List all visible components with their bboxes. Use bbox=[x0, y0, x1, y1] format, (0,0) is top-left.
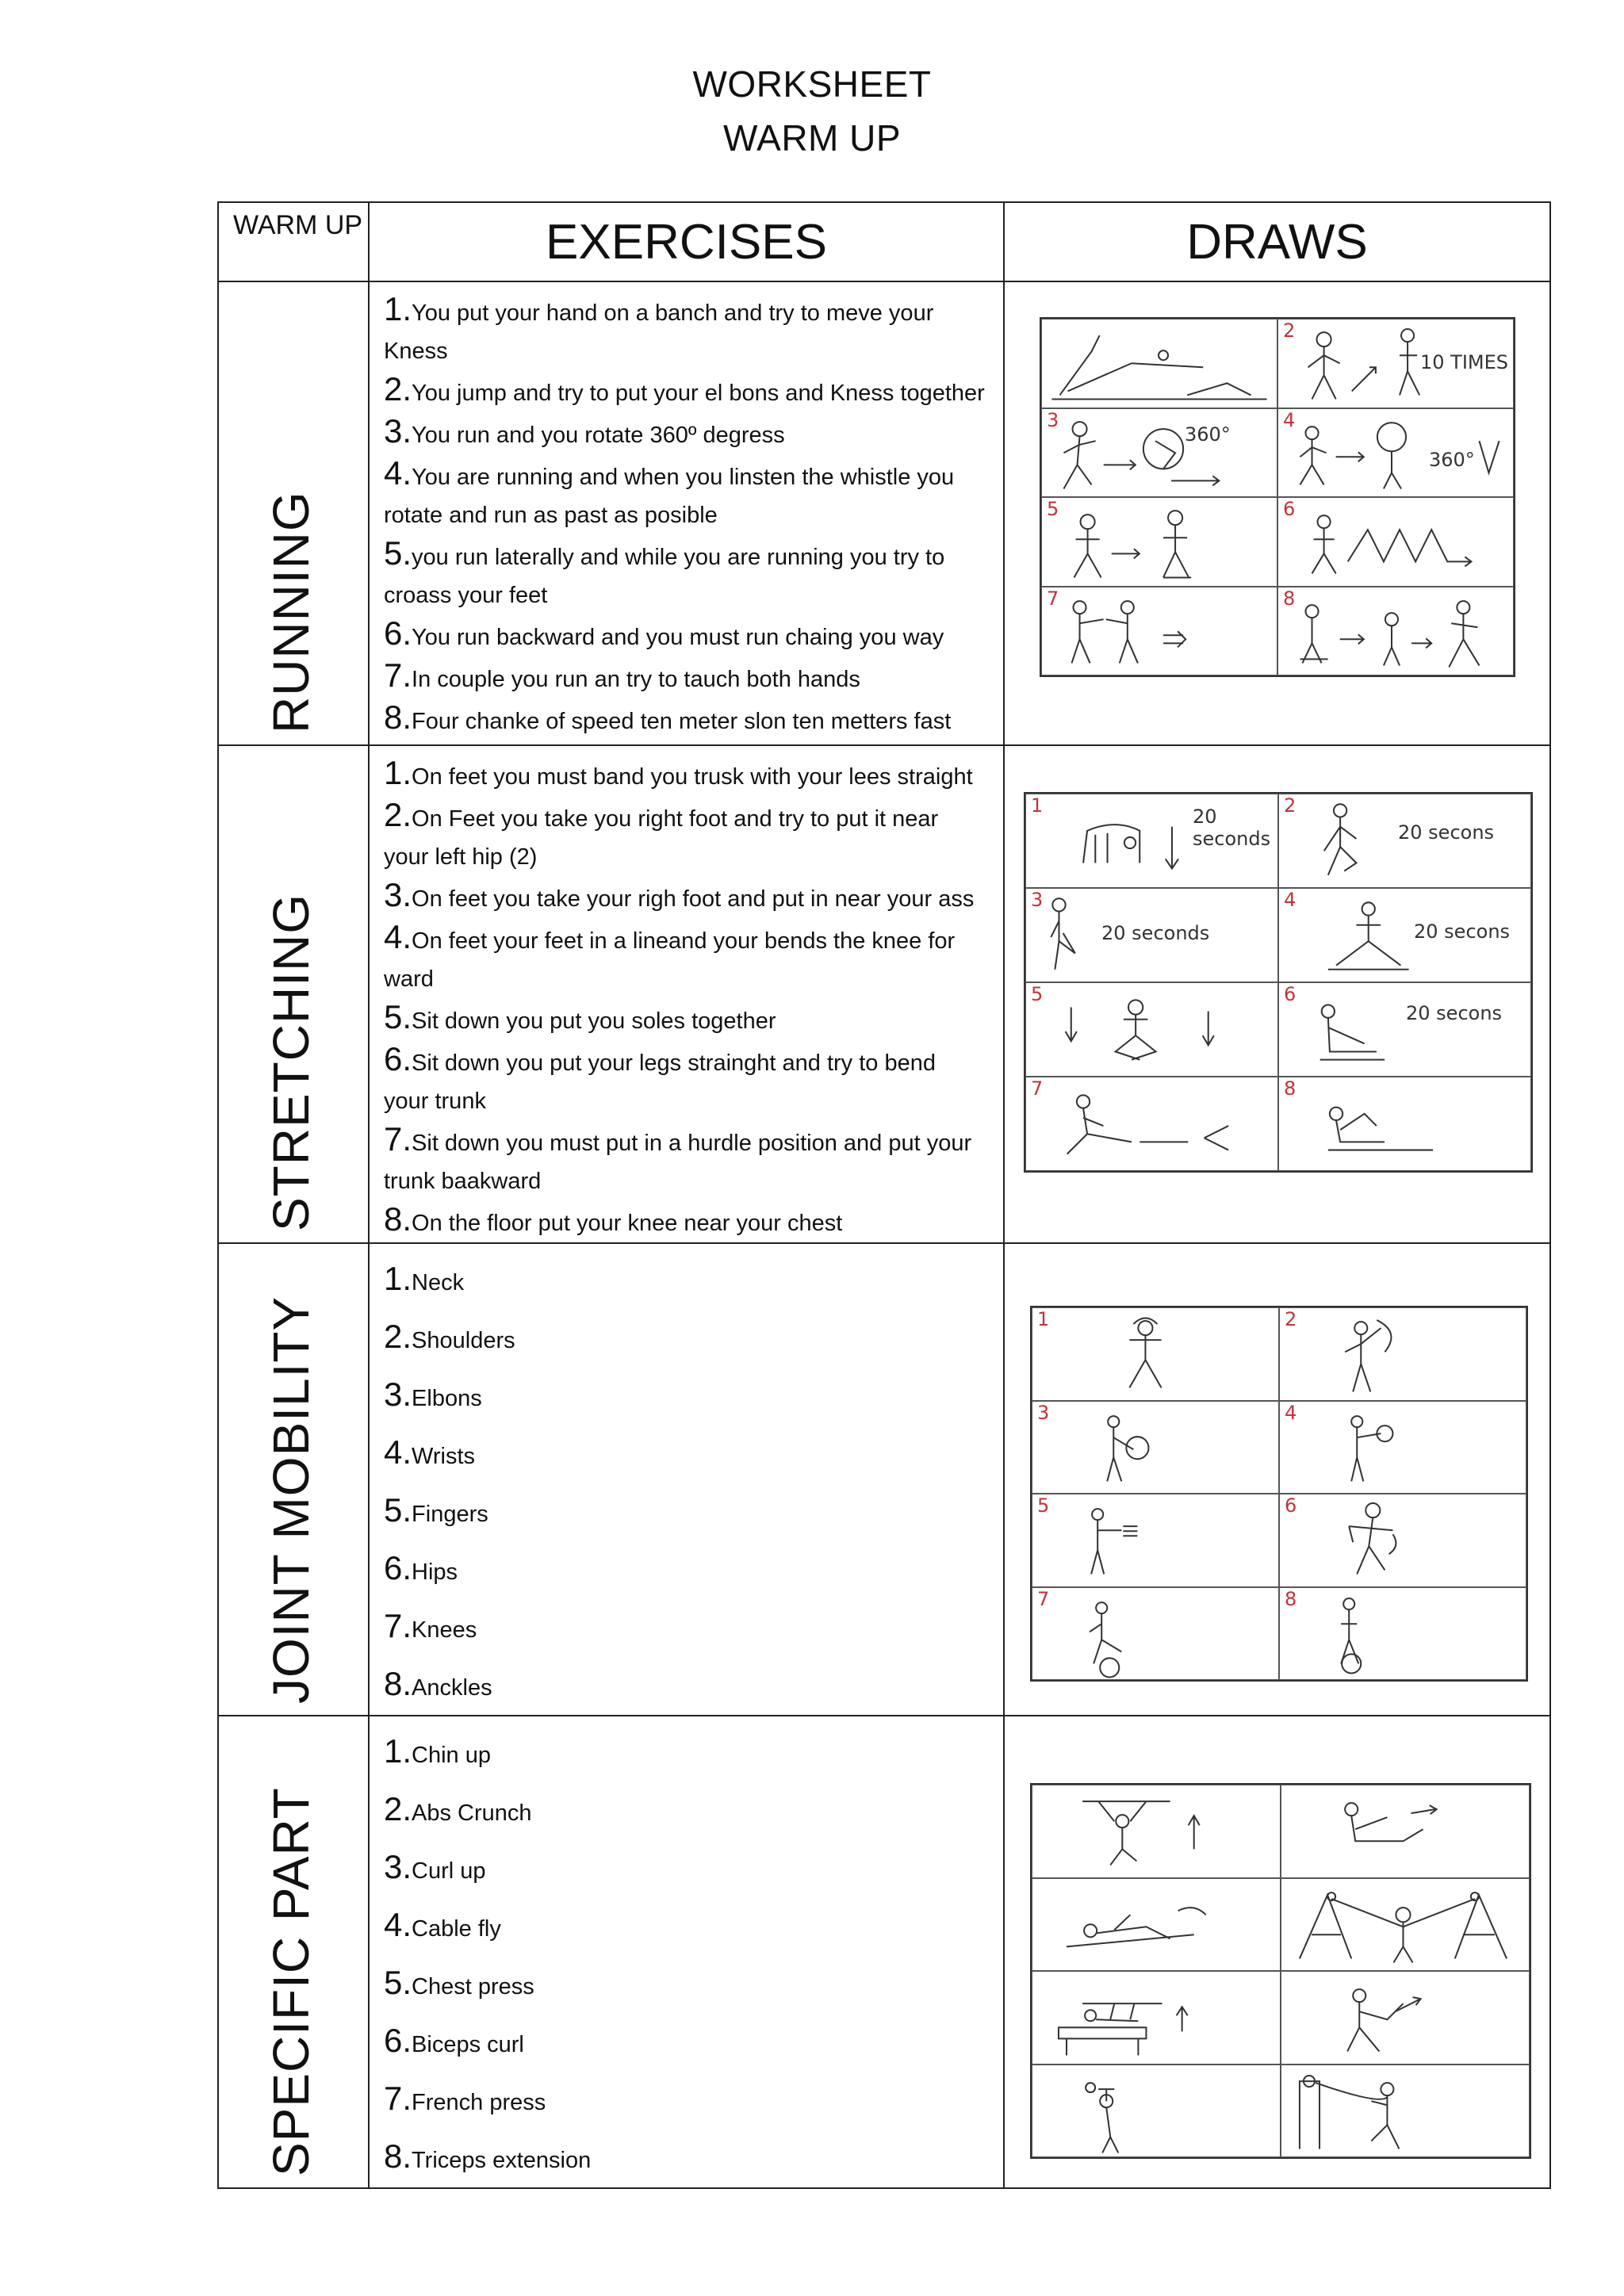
item-number: 3. bbox=[384, 1376, 412, 1413]
panel-number: 2 bbox=[1284, 794, 1297, 817]
list-item bbox=[384, 1200, 986, 1242]
list-item bbox=[384, 1310, 986, 1368]
panel-number: 6 bbox=[1285, 1494, 1297, 1517]
item-text: Four chanke of speed ten meter slon ten metters fast bbox=[412, 709, 952, 734]
drawing-panel bbox=[1277, 408, 1514, 498]
draw-cell-specific-part bbox=[1004, 1716, 1550, 2188]
stick-figure-drawing bbox=[1281, 1879, 1529, 1971]
stick-figure-drawing bbox=[1026, 983, 1277, 1076]
stick-figure-drawing bbox=[1042, 320, 1277, 408]
item-text: In couple you run an try to tauch both hands bbox=[412, 667, 860, 692]
panel-note: 360° bbox=[1185, 423, 1231, 446]
panel-number: 4 bbox=[1285, 1401, 1297, 1424]
list-item bbox=[384, 614, 986, 656]
item-number: 2. bbox=[384, 370, 412, 408]
item-number: 7. bbox=[384, 1120, 412, 1158]
section-label-cell bbox=[218, 745, 369, 1243]
drawing-panel bbox=[1025, 982, 1278, 1077]
stick-figure-drawing bbox=[1032, 1588, 1278, 1680]
drawing-panel bbox=[1281, 1878, 1530, 1972]
exercise-cell bbox=[369, 745, 1004, 1243]
section-label-joint-mobility: JOINT MOBILITY bbox=[262, 1295, 320, 1704]
drawing-panel bbox=[1279, 1587, 1526, 1681]
draw-cell-stretching bbox=[1004, 745, 1550, 1243]
stick-figure-drawing bbox=[1032, 1879, 1280, 1971]
list-item bbox=[384, 754, 986, 796]
panel-number: 8 bbox=[1283, 587, 1296, 610]
header-draws: DRAWS bbox=[1004, 202, 1550, 281]
item-number: 8. bbox=[384, 2137, 412, 2175]
panel-number: 4 bbox=[1283, 408, 1296, 431]
item-number: 8. bbox=[384, 698, 412, 736]
item-number: 5. bbox=[384, 534, 412, 572]
panel-number: 3 bbox=[1047, 408, 1059, 431]
page-title bbox=[0, 57, 1624, 165]
item-number: 2. bbox=[384, 1318, 412, 1355]
list-item bbox=[384, 1724, 986, 1782]
panel-number: 5 bbox=[1047, 498, 1059, 520]
list-item bbox=[384, 1599, 986, 1657]
drawing-panel bbox=[1041, 587, 1277, 676]
stick-figure-drawing bbox=[1280, 1588, 1526, 1680]
panel-number: 4 bbox=[1284, 889, 1297, 911]
stick-figure-drawing bbox=[1279, 794, 1530, 887]
stick-figure-drawing bbox=[1279, 889, 1530, 982]
list-item bbox=[384, 454, 986, 534]
list-item bbox=[384, 1483, 986, 1541]
exercise-list-specific-part bbox=[370, 1716, 1003, 2187]
item-number: 6. bbox=[384, 1549, 412, 1586]
list-item bbox=[384, 876, 986, 918]
list-item bbox=[384, 1120, 986, 1200]
drawing-panel bbox=[1281, 1971, 1530, 2064]
panel-number: 7 bbox=[1047, 587, 1059, 610]
item-number: 7. bbox=[384, 1607, 412, 1644]
section-row-specific-part bbox=[218, 1716, 1550, 2188]
item-text: Sit down you put you soles together bbox=[412, 1008, 776, 1034]
draw-cell-running bbox=[1004, 281, 1550, 745]
list-item bbox=[384, 656, 986, 698]
stick-figure-drawing bbox=[1026, 1077, 1277, 1170]
item-number: 7. bbox=[384, 656, 412, 694]
list-item bbox=[384, 918, 986, 998]
title-line-1: WORKSHEET bbox=[692, 63, 932, 105]
item-text: On feet your feet in a lineand your bends the knee for ward bbox=[384, 928, 956, 992]
item-number: 3. bbox=[384, 412, 412, 450]
list-item bbox=[384, 290, 986, 370]
drawing-panel bbox=[1032, 1785, 1281, 1878]
stick-figure-drawing bbox=[1042, 409, 1277, 497]
panel-number: 3 bbox=[1031, 889, 1044, 911]
list-item bbox=[384, 1252, 986, 1310]
stick-figure-drawing bbox=[1278, 320, 1513, 408]
item-number: 4. bbox=[384, 454, 412, 492]
stick-figure-drawing bbox=[1281, 1785, 1529, 1877]
stick-figure-drawing bbox=[1281, 2065, 1529, 2157]
item-text: Wrists bbox=[412, 1444, 476, 1469]
item-number: 6. bbox=[384, 2022, 412, 2059]
list-item bbox=[384, 412, 986, 454]
list-item bbox=[384, 1541, 986, 1599]
drawing-panel bbox=[1025, 794, 1278, 888]
header-row bbox=[218, 202, 1550, 281]
drawing-grid-running bbox=[1040, 317, 1515, 677]
drawing-panel bbox=[1278, 794, 1531, 888]
section-label-specific-part: SPECIFIC PART bbox=[262, 1787, 320, 2176]
list-item bbox=[384, 1898, 986, 1956]
item-text: You put your hand on a banch and try to meve your Kness bbox=[384, 300, 934, 364]
item-text: you run laterally and while you are running you try to croass your feet bbox=[384, 545, 945, 608]
section-row-running bbox=[218, 281, 1550, 745]
list-item bbox=[384, 1425, 986, 1483]
section-row-joint-mobility bbox=[218, 1243, 1550, 1716]
item-text: Fingers bbox=[412, 1502, 488, 1527]
panel-number: 7 bbox=[1031, 1077, 1044, 1100]
stick-figure-drawing bbox=[1026, 889, 1277, 982]
item-text: Abs Crunch bbox=[412, 1800, 532, 1826]
item-text: Neck bbox=[412, 1270, 465, 1295]
list-item bbox=[384, 2014, 986, 2072]
list-item bbox=[384, 2130, 986, 2187]
drawing-panel bbox=[1032, 1401, 1279, 1494]
panel-number: 1 bbox=[1037, 1308, 1050, 1330]
item-text: Knees bbox=[412, 1617, 477, 1643]
item-number: 1. bbox=[384, 1732, 412, 1770]
drawing-panel bbox=[1041, 497, 1277, 587]
exercise-list-stretching bbox=[370, 746, 1003, 1242]
item-text: On the floor put your knee near your chest bbox=[412, 1211, 843, 1236]
drawing-panel bbox=[1025, 888, 1278, 982]
stick-figure-drawing bbox=[1032, 1308, 1278, 1400]
panel-number: 8 bbox=[1285, 1587, 1297, 1610]
item-text: Anckles bbox=[412, 1675, 492, 1701]
worksheet-table bbox=[217, 201, 1551, 2189]
item-number: 4. bbox=[384, 1906, 412, 1943]
panel-number: 3 bbox=[1037, 1401, 1050, 1424]
section-label-cell bbox=[218, 281, 369, 745]
stick-figure-drawing bbox=[1032, 1785, 1280, 1877]
exercise-list-running bbox=[370, 282, 1003, 740]
drawing-panel bbox=[1279, 1494, 1526, 1587]
stick-figure-drawing bbox=[1279, 983, 1530, 1076]
draw-cell-joint-mobility bbox=[1004, 1243, 1550, 1716]
list-item bbox=[384, 796, 986, 876]
item-number: 5. bbox=[384, 1491, 412, 1529]
item-number: 1. bbox=[384, 1260, 412, 1297]
drawing-panel bbox=[1032, 1878, 1281, 1972]
item-number: 3. bbox=[384, 876, 412, 913]
drawing-panel bbox=[1281, 2064, 1530, 2158]
section-label-cell bbox=[218, 1243, 369, 1716]
item-text: Chest press bbox=[412, 1974, 534, 1999]
item-text: On feet you take your righ foot and put in near your ass bbox=[412, 886, 975, 912]
list-item bbox=[384, 998, 986, 1040]
panel-number: 5 bbox=[1031, 983, 1044, 1005]
title-line-2: WARM UP bbox=[722, 117, 902, 159]
panel-number: 1 bbox=[1031, 794, 1044, 817]
drawing-panel bbox=[1032, 1971, 1281, 2064]
item-number: 1. bbox=[384, 754, 412, 791]
drawing-panel bbox=[1032, 1307, 1279, 1401]
item-text: You are running and when you linsten the whistle you rotate and run as past as posible bbox=[384, 465, 955, 528]
stick-figure-drawing bbox=[1280, 1308, 1526, 1400]
item-number: 4. bbox=[384, 918, 412, 955]
stick-figure-drawing bbox=[1032, 1402, 1278, 1494]
list-item bbox=[384, 1782, 986, 1840]
item-number: 3. bbox=[384, 1848, 412, 1885]
drawing-grid-specific-part bbox=[1030, 1783, 1531, 2159]
panel-number: 5 bbox=[1037, 1494, 1050, 1517]
item-number: 6. bbox=[384, 614, 412, 652]
stick-figure-drawing bbox=[1042, 498, 1277, 586]
header-warm-up: WARM UP bbox=[218, 202, 369, 281]
list-item bbox=[384, 1840, 986, 1898]
panel-note: 20 secons bbox=[1414, 920, 1511, 943]
list-item bbox=[384, 370, 986, 412]
item-number: 8. bbox=[384, 1200, 412, 1238]
stick-figure-drawing bbox=[1279, 1077, 1530, 1170]
item-text: Hips bbox=[412, 1559, 458, 1585]
item-number: 6. bbox=[384, 1040, 412, 1077]
exercise-cell bbox=[369, 281, 1004, 745]
drawing-panel bbox=[1277, 587, 1514, 676]
item-text: Cable fly bbox=[412, 1916, 501, 1942]
item-number: 4. bbox=[384, 1433, 412, 1471]
header-exercises: EXERCISES bbox=[369, 202, 1004, 281]
panel-number: 6 bbox=[1284, 983, 1297, 1005]
item-number: 5. bbox=[384, 998, 412, 1035]
drawing-panel bbox=[1025, 1077, 1278, 1171]
stick-figure-drawing bbox=[1032, 1494, 1278, 1586]
panel-number: 7 bbox=[1037, 1587, 1050, 1610]
item-number: 1. bbox=[384, 290, 412, 327]
list-item bbox=[384, 2072, 986, 2130]
item-number: 7. bbox=[384, 2080, 412, 2117]
stick-figure-drawing bbox=[1280, 1494, 1526, 1586]
drawing-panel bbox=[1278, 1077, 1531, 1171]
section-label-running: RUNNING bbox=[262, 491, 320, 733]
panel-note: 360° bbox=[1429, 448, 1475, 471]
item-number: 8. bbox=[384, 1665, 412, 1702]
list-item bbox=[384, 1040, 986, 1120]
stick-figure-drawing bbox=[1042, 587, 1277, 675]
stick-figure-drawing bbox=[1032, 1972, 1280, 2064]
item-text: Sit down you must put in a hurdle position and put your trunk baakward bbox=[384, 1131, 972, 1194]
drawing-grid-joint-mobility bbox=[1030, 1306, 1528, 1682]
item-text: You jump and try to put your el bons and Kness together bbox=[412, 381, 985, 406]
exercise-list-joint-mobility bbox=[370, 1244, 1003, 1715]
item-number: 2. bbox=[384, 796, 412, 833]
item-number: 2. bbox=[384, 1790, 412, 1827]
panel-note: 20 secons bbox=[1398, 821, 1495, 844]
panel-number: 6 bbox=[1283, 498, 1296, 520]
drawing-panel bbox=[1032, 2064, 1281, 2158]
drawing-panel bbox=[1278, 888, 1531, 982]
item-text: On feet you must band you trusk with your lees straight bbox=[412, 764, 973, 790]
stick-figure-drawing bbox=[1026, 794, 1277, 887]
item-text: You run and you rotate 360º degress bbox=[412, 423, 785, 448]
item-text: Triceps extension bbox=[412, 2148, 592, 2173]
panel-note: 20 seconds bbox=[1193, 806, 1271, 850]
item-number: 5. bbox=[384, 1964, 412, 2001]
item-text: Curl up bbox=[412, 1858, 486, 1884]
drawing-panel bbox=[1032, 1587, 1279, 1681]
drawing-panel bbox=[1277, 319, 1514, 408]
list-item bbox=[384, 1956, 986, 2014]
stick-figure-drawing bbox=[1278, 587, 1513, 675]
drawing-panel bbox=[1281, 1785, 1530, 1878]
drawing-panel bbox=[1277, 497, 1514, 587]
item-text: Sit down you put your legs strainght and try to bend your trunk bbox=[384, 1050, 936, 1114]
list-item bbox=[384, 534, 986, 614]
panel-number: 2 bbox=[1285, 1308, 1297, 1330]
drawing-panel bbox=[1041, 408, 1277, 498]
list-item bbox=[384, 698, 986, 740]
drawing-panel bbox=[1041, 319, 1277, 408]
stick-figure-drawing bbox=[1281, 1972, 1529, 2064]
panel-note: 20 secons bbox=[1406, 1002, 1503, 1024]
exercise-cell bbox=[369, 1243, 1004, 1716]
item-text: Shoulders bbox=[412, 1328, 515, 1353]
item-text: Elbons bbox=[412, 1386, 482, 1411]
item-text: Chin up bbox=[412, 1743, 491, 1768]
item-text: On Feet you take you right foot and try to put it near your left hip (2) bbox=[384, 806, 939, 870]
section-label-cell bbox=[218, 1716, 369, 2188]
panel-note: 20 seconds bbox=[1101, 922, 1210, 944]
panel-note: 10 TIMES bbox=[1419, 351, 1508, 373]
section-label-stretching: STRETCHING bbox=[262, 894, 320, 1231]
drawing-panel bbox=[1278, 982, 1531, 1077]
stick-figure-drawing bbox=[1278, 409, 1513, 497]
panel-number: 2 bbox=[1283, 320, 1296, 342]
item-text: French press bbox=[412, 2090, 546, 2115]
stick-figure-drawing bbox=[1280, 1402, 1526, 1494]
list-item bbox=[384, 1368, 986, 1425]
drawing-grid-stretching bbox=[1024, 792, 1533, 1173]
section-row-stretching bbox=[218, 745, 1550, 1243]
drawing-panel bbox=[1032, 1494, 1279, 1587]
list-item bbox=[384, 1657, 986, 1715]
item-text: You run backward and you must run chaing you way bbox=[412, 625, 944, 650]
stick-figure-drawing bbox=[1032, 2065, 1280, 2157]
drawing-panel bbox=[1279, 1307, 1526, 1401]
stick-figure-drawing bbox=[1278, 498, 1513, 586]
exercise-cell bbox=[369, 1716, 1004, 2188]
drawing-panel bbox=[1279, 1401, 1526, 1494]
item-text: Biceps curl bbox=[412, 2032, 524, 2057]
panel-number: 8 bbox=[1284, 1077, 1297, 1100]
